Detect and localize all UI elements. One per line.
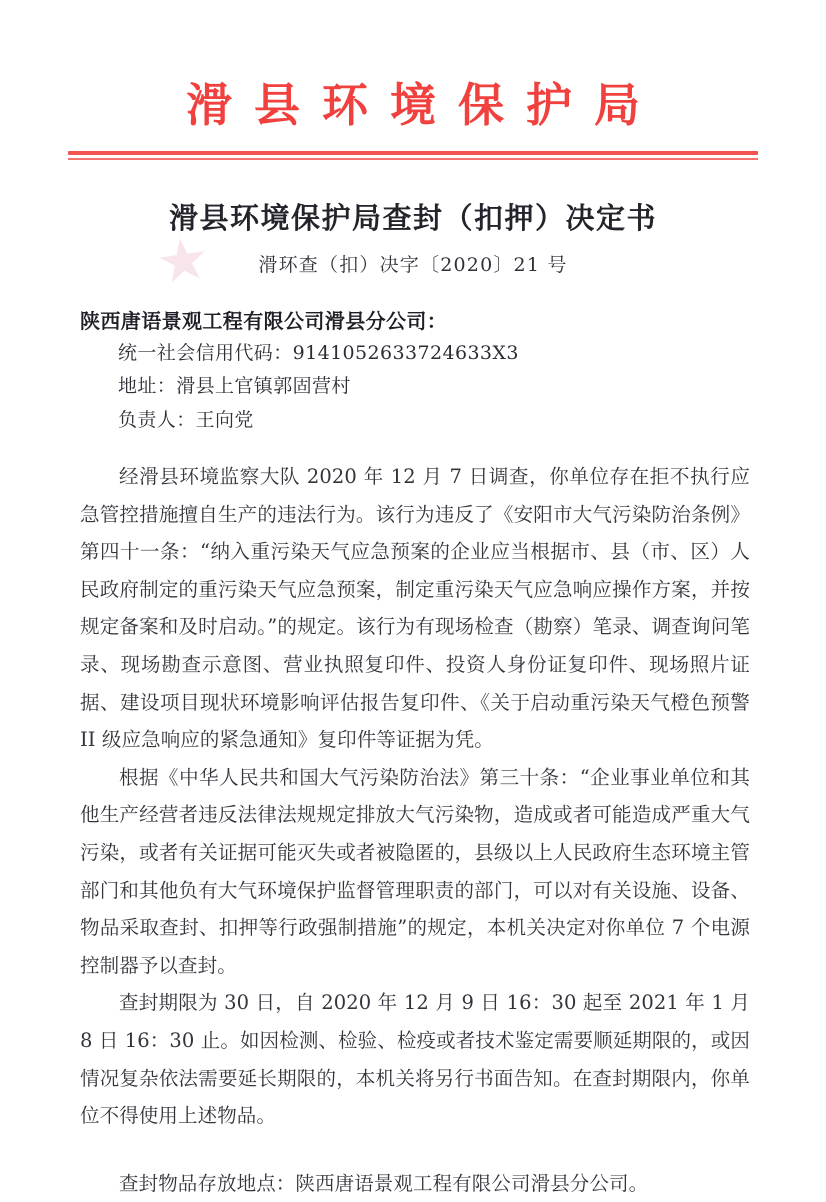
- recipient-credit-code: 统一社会信用代码：9141052633724633X3: [118, 342, 519, 364]
- letterhead-divider: [68, 151, 758, 160]
- body-paragraph-2: 根据《中华人民共和国大气污染防治法》第三十条：“企业事业单位和其他生产经营者违反法律法规规定排放大气污染物，造成或者可能造成严重大气污染，或者有关证据可能灭失或者被隐匿的，县级以上人民政府生态环境主管部门和其他负有大气环境保护监督管理职责的部门，可以对有关设施、设备、物品采取查封、扣押等行政强制措施”的规定，本机关决定对你单位 7 个电源控制器予以查封。: [80, 765, 750, 977]
- body-paragraph-4: 查封物品存放地点：陕西唐语景观工程有限公司滑县分公司。: [119, 1171, 649, 1195]
- body-paragraph-1: 经滑县环境监察大队 2020 年 12 月 7 日调查，你单位存在拒不执行应急管控措施擅自生产的违法行为。该行为违反了《安阳市大气污染防治条例》第四十一条：“纳入重污染天气应急预案的企业应当根据市、县（市、区）人民政府制定的重污染天气应急预案，制定重污染天气应急响应操作方案，并按规定备案和及时启动。”的规定。该行为有现场检查（勘察）笔录、调查询问笔录、现场勘查示意图、营业执照复印件、投资人身份证复印件、现场照片证据、建设项目现状环境影响评估报告复印件、《关于启动重污染天气橙色预警 II 级应急响应的紧急通知》复印件等证据为凭。: [80, 465, 750, 752]
- divider-thick-line: [68, 151, 758, 155]
- document-number: 滑环查（扣）决字〔2020〕21 号: [258, 254, 568, 276]
- letterhead: [0, 78, 826, 132]
- body-paragraph-3: 查封期限为 30 日，自 2020 年 12 月 9 日 16：30 起至 2021 年 1 月 8 日 16：30 止。如因检测、检验、检疫或者技术鉴定需要顺延期限的，或因情况复杂依法需要延长期限的，本机关将另行书面告知。在查封期限内，你单位不得使用上述物品。: [80, 991, 750, 1128]
- divider-thin-line: [68, 158, 758, 160]
- recipient-company-name: 陕西唐语景观工程有限公司滑县分公司：: [80, 309, 448, 333]
- document-body: [80, 458, 750, 1202]
- document-title: 滑县环境保护局查封（扣押）决定书: [168, 201, 657, 235]
- recipient-person-in-charge: 负责人：王向党: [118, 408, 254, 431]
- recipient-block: [80, 306, 750, 437]
- recipient-address: 地址：滑县上官镇郭固营村: [118, 375, 351, 398]
- agency-name: 滑县环境保护局: [186, 78, 662, 132]
